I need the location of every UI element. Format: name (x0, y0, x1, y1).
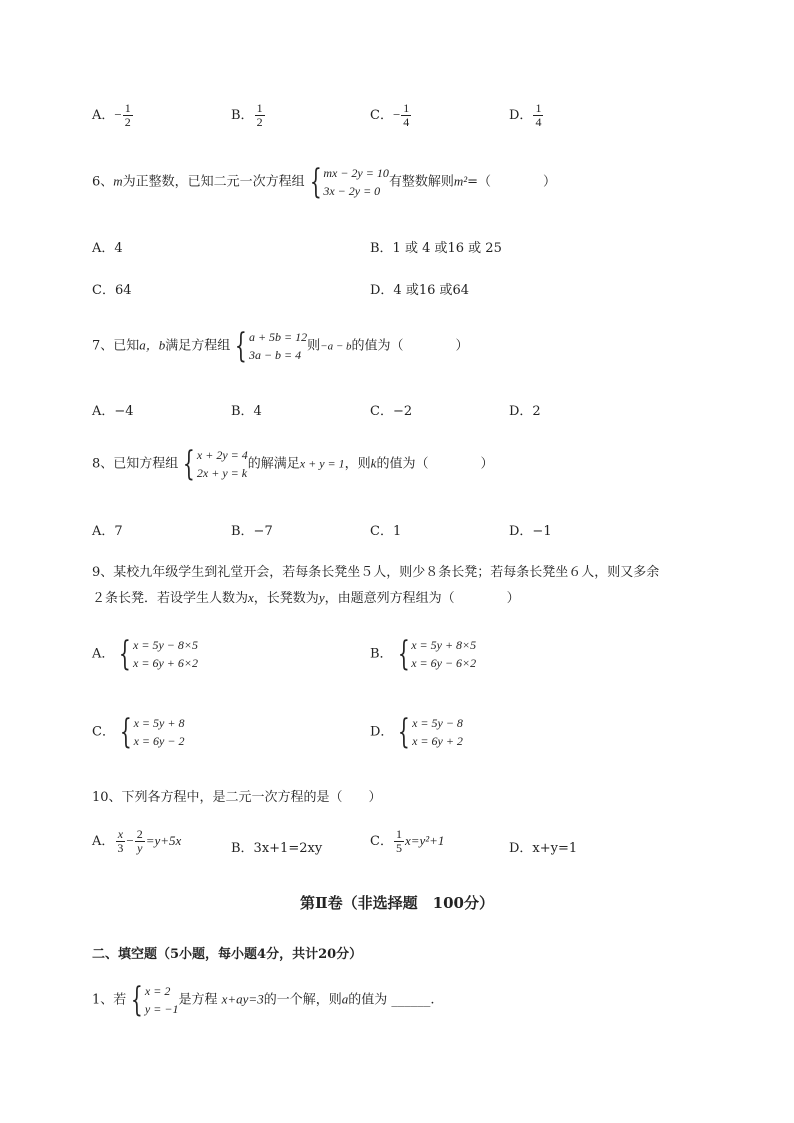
q5-option-c: C．− $\frac{1}{4}$ (370, 101, 410, 129)
q10-option-c: C． $\frac{1}{5}$ x=y²+1 (370, 827, 445, 855)
q7-stem: 7、已知a，b满足方程组 { a + 5b = 12 3a − b = 4 则−a − b的值为（ ） (92, 326, 469, 366)
q9-option-b: B． { x = 5y + 8×5 x = 6y − 6×2 (370, 634, 477, 674)
q9-option-a: A． { x = 5y − 8×5 x = 6y + 6×2 (92, 634, 198, 674)
q7-option-d: D．2 (509, 404, 541, 419)
q7-option-c: C．−2 (370, 404, 413, 419)
q6-option-d: D．4 或16 或64 (370, 283, 470, 298)
fill1-equation-system: { x = 2 y = −1 (131, 980, 179, 1020)
q8-option-a: A．7 (92, 524, 123, 539)
q8-option-b: B．−7 (231, 524, 273, 539)
q10-option-b: B．3x+1=2xy (231, 841, 323, 856)
q6-option-a: A．4 (92, 241, 123, 256)
answer-blank[interactable]: ______. (391, 992, 435, 1008)
q5-option-d: D． $\frac{1}{4}$ (509, 101, 542, 129)
q9-stem-line1: 9、某校九年级学生到礼堂开会，若每条长凳坐５人，则少８条长凳；若每条长凳坐６人，则又多余 (92, 565, 660, 580)
section-title: 第Ⅱ卷（非选择题 100分） (300, 894, 494, 912)
q6-option-c: C．64 (92, 283, 132, 298)
q7-option-a: A．−4 (92, 404, 134, 419)
q10-option-d: D．x+y=1 (509, 841, 578, 856)
q6-stem: 6、m为正整数，已知二元一次方程组 { mx − 2y = 10 3x − 2y = 0 有整数解则m²=（ ） (92, 162, 557, 202)
fill-question-1: 1、若 { x = 2 y = −1 是方程 x+ay=3的一个解，则a的值为 ______. (92, 980, 435, 1020)
q10-option-a: A． $\frac{x}{3}$ − $\frac{2}{y}$ =y+5x (92, 827, 182, 855)
q9-option-c: C． { x = 5y + 8 x = 6y − 2 (92, 712, 185, 752)
section-heading: 二、填空题（5小题，每小题4分，共计20分） (92, 947, 363, 962)
q5-option-b: B． $\frac{1}{2}$ (231, 101, 263, 129)
q7-equation-system: { a + 5b = 12 3a − b = 4 (235, 326, 308, 366)
q9-option-d: D． { x = 5y − 8 x = 6y + 2 (370, 712, 463, 752)
q9-stem-line2: ２条长凳．若设学生人数为x，长凳数为y，由题意列方程组为（ ） (92, 590, 520, 606)
q6-equation-system: { mx − 2y = 10 3x − 2y = 0 (309, 162, 389, 202)
q6-option-b: B．1 或 4 或16 或 25 (370, 241, 502, 256)
q8-equation-system: { x + 2y = 4 2x + y = k (183, 444, 248, 484)
q8-stem: 8、已知方程组 { x + 2y = 4 2x + y = k 的解满足x + y = 1，则k的值为（ ） (92, 444, 494, 484)
q10-stem: 10、下列各方程中，是二元一次方程的是（ ） (92, 790, 382, 805)
q5-option-a: A．− $\frac{1}{2}$ (92, 101, 131, 129)
q7-option-b: B．4 (231, 404, 262, 419)
q8-option-c: C．1 (370, 524, 402, 539)
q8-option-d: D．−1 (509, 524, 552, 539)
